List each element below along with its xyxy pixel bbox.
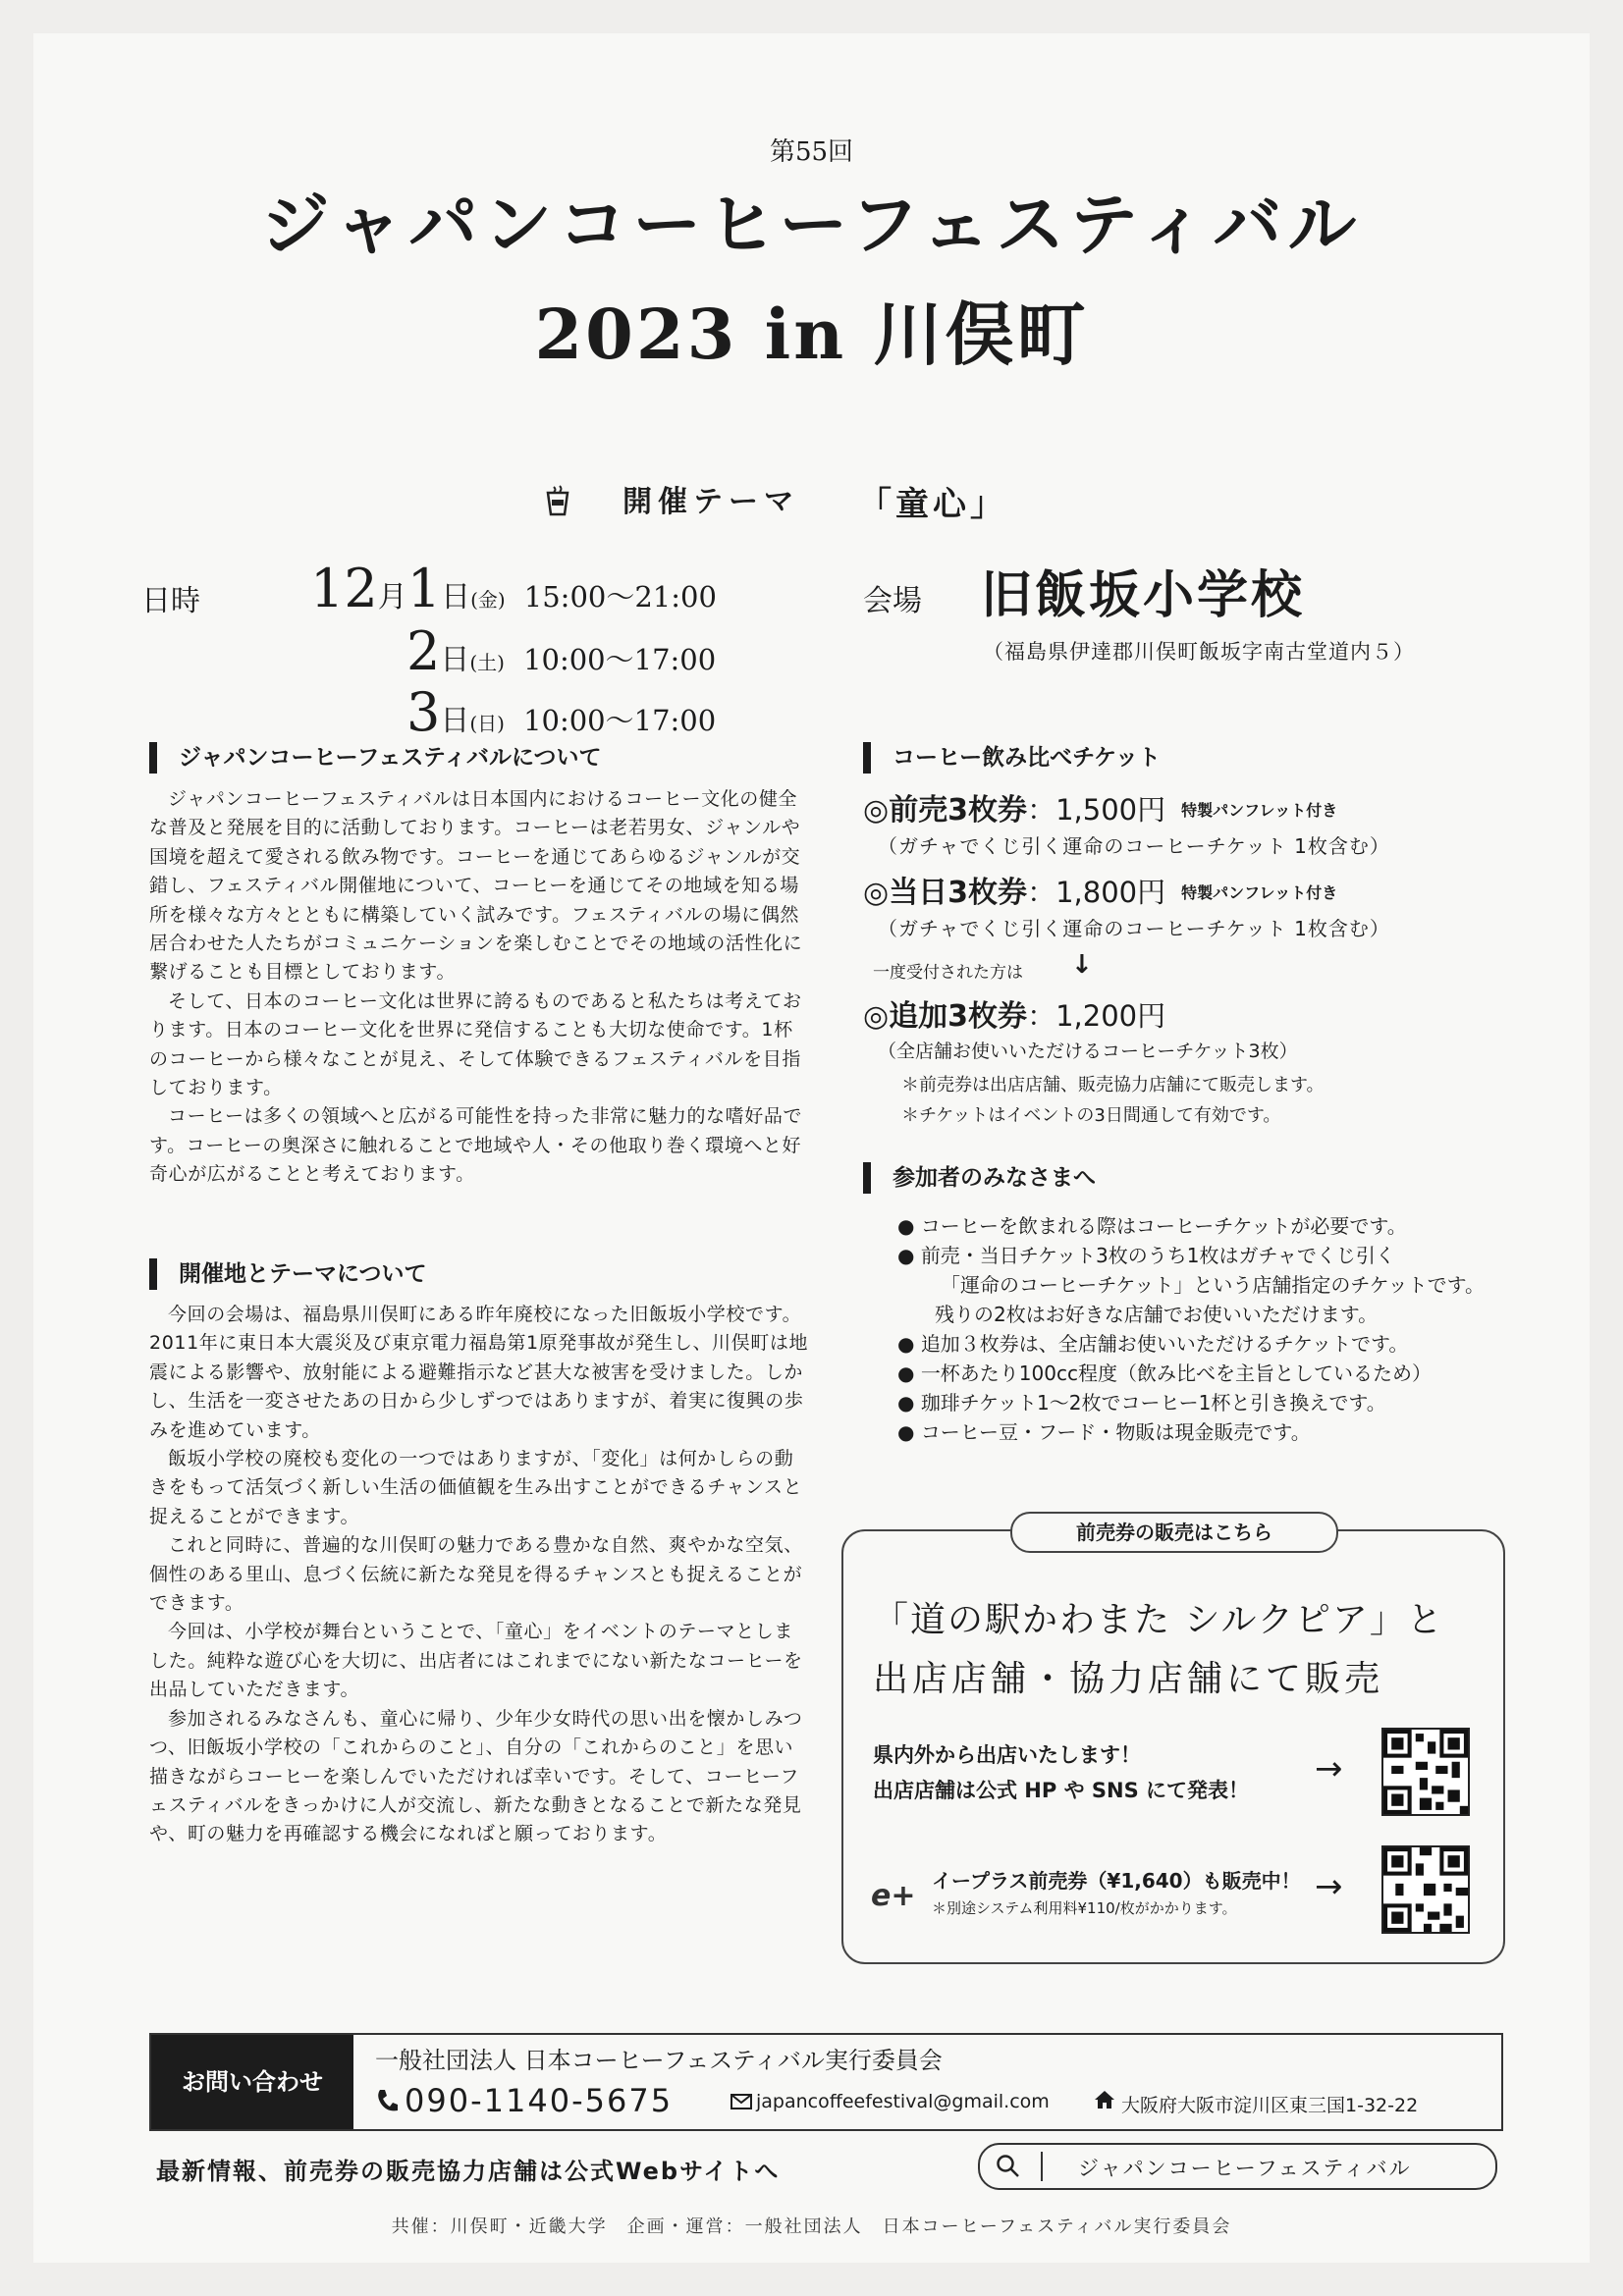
- ticket-name: 追加3枚券: [889, 999, 1028, 1034]
- schedule-row-1: [310, 558, 717, 619]
- ticket-note: 特製パンフレット付き: [1181, 883, 1338, 902]
- schedule-day: 3: [406, 681, 441, 743]
- coffee-cup-icon: [544, 483, 571, 522]
- schedule-weekday: (土): [469, 651, 505, 674]
- about-paragraph: コーヒーは多くの領域へと広がる可能性を持った非常に魅力的な嗜好品です。コーヒーの奥深さに触れることで地域や人・その他取り巻く環境へと好奇心が広がることと考えております。: [149, 1105, 803, 1186]
- right-arrow-icon: →: [1315, 1749, 1343, 1789]
- contact-box: [149, 2033, 1503, 2131]
- schedule-row-2: [406, 620, 717, 682]
- theme-label: 開催テーマ: [622, 485, 799, 519]
- once-received-text: 一度受付された方は: [873, 963, 1023, 983]
- search-icon: [996, 2154, 1021, 2183]
- search-divider: [1041, 2152, 1043, 2181]
- theme-value: 「童心」: [858, 485, 1007, 524]
- ticket-note-line: ＊チケットはイベントの3日間通して有効です。: [901, 1105, 1281, 1126]
- ticket-extra: [863, 991, 1165, 1035]
- tickets-heading: コーヒー飲み比べチケット: [863, 742, 1161, 774]
- ticket-name: 前売3枚券: [889, 793, 1028, 828]
- schedule-month: 12: [310, 558, 378, 619]
- contact-email[interactable]: japancoffeefestival@gmail.com: [756, 2091, 1050, 2112]
- venue-label: 会場: [863, 584, 922, 618]
- schedule-time: 10:00～17:00: [523, 704, 717, 737]
- ticket-sep: ：: [1027, 793, 1056, 827]
- envelope-icon: [730, 2094, 752, 2113]
- schedule-day-unit: 日: [440, 704, 470, 738]
- schedule-time: 10:00～17:00: [523, 643, 717, 676]
- ticket-price: 1,500円: [1055, 793, 1166, 827]
- participants-list: [897, 1211, 1485, 1447]
- schedule-row-3: [406, 681, 717, 743]
- list-item: 「運命のコーヒーチケット」という店舗指定のチケットです。: [941, 1273, 1485, 1297]
- down-arrow-icon: ↓: [1071, 950, 1093, 980]
- ticket-price: 1,800円: [1055, 876, 1166, 909]
- sales-box-line2: 出店店舗・協力店舗にて販売: [873, 1659, 1384, 1699]
- ticket-price: 1,200円: [1055, 999, 1166, 1033]
- ticket-presale: [863, 785, 1337, 828]
- ticket-presale-sub: （ガチャでくじ引く運命のコーヒーチケット 1枚含む）: [878, 834, 1390, 858]
- list-item: ● 珈琲チケット1～2枚でコーヒー1杯と引き換えです。: [897, 1391, 1386, 1415]
- eplus-note: ＊別途システム利用料¥110/枚がかかります。: [932, 1899, 1237, 1917]
- qr-code-icon[interactable]: [1381, 1728, 1470, 1816]
- participants-heading: 参加者のみなさまへ: [863, 1162, 1096, 1194]
- phone-icon: [375, 2088, 399, 2117]
- sales-box-tab: 前売券の販売はこちら: [1010, 1512, 1338, 1553]
- ticket-sameday: [863, 868, 1337, 911]
- schedule-day: 1: [406, 558, 442, 619]
- about-text: [149, 785, 809, 1190]
- schedule-weekday: (金): [470, 588, 506, 612]
- website-search-box[interactable]: [978, 2143, 1497, 2190]
- right-arrow-icon: →: [1315, 1867, 1343, 1906]
- ticket-sep: ：: [1027, 876, 1056, 909]
- list-item: ● 追加３枚券は、全店舗お使いいただけるチケットです。: [897, 1332, 1409, 1356]
- edition-label: 第55回: [769, 137, 854, 167]
- venue-theme-paragraph: これと同時に、普遍的な川俣町の魅力である豊かな自然、爽やかな空気、個性のある里山、息づく伝統に新たな発見を得るチャンスとも捉えることができます。: [149, 1534, 803, 1615]
- contact-org: 一般社団法人 日本コーヒーフェスティバル実行委員会: [375, 2047, 943, 2074]
- ticket-note-line: ＊前売券は出店店舗、販売協力店舗にて販売します。: [901, 1075, 1325, 1095]
- ticket-mark: ◎: [863, 876, 890, 910]
- house-icon: [1094, 2090, 1115, 2113]
- sales-box-line1: 「道の駅かわまた シルクピア」と: [873, 1600, 1444, 1640]
- sales-box-shops: [873, 1737, 1249, 1808]
- venue-theme-text: [149, 1301, 809, 1849]
- eplus-line: イープラス前売券（¥1,640）も販売中！: [932, 1869, 1301, 1893]
- ticket-notes: [901, 1070, 1325, 1131]
- list-item: ● 一杯あたり100cc程度（飲み比べを主旨としているため）: [897, 1362, 1432, 1385]
- ticket-extra-sub: （全店舗お使いいただけるコーヒーチケット3枚）: [878, 1041, 1298, 1062]
- sales-box: [841, 1521, 1505, 1964]
- main-title: ジャパンコーヒーフェスティバル: [260, 184, 1363, 265]
- eplus-logo: e+: [871, 1879, 916, 1913]
- list-item: ● コーヒーを飲まれる際はコーヒーチケットが必要です。: [897, 1214, 1407, 1238]
- ticket-sep: ：: [1027, 999, 1056, 1033]
- schedule-day: 2: [406, 620, 441, 682]
- ticket-note: 特製パンフレット付き: [1181, 801, 1338, 820]
- schedule-day-unit: 日: [440, 643, 470, 677]
- search-text: ジャパンコーヒーフェスティバル: [1078, 2157, 1412, 2180]
- schedule-label: 日時: [141, 584, 200, 618]
- venue-theme-paragraph: 参加されるみなさんも、童心に帰り、少年少女時代の思い出を懐かしみつつ、旧飯坂小学校の「これからのこと」、自分の「これからのこと」を思い描きながらコーヒーを楽しんでいただければ幸いです。そして、コーヒーフェスティバルをきっかけに人が交流し、新たな動きとなることで新たな発見や、町の魅力を再確認する機会になればと願っております。: [149, 1707, 803, 1845]
- venue-theme-paragraph: 今回の会場は、福島県川俣町にある昨年廃校になった旧飯坂小学校です。2011年に東日本大震災及び東京電力福島第1原発事故が発生し、川俣町は地震による影響や、放射能による避難指示など甚大な被害を受けました。しかし、生活を一変させたあの日から少しずつではありますが、着実に復興の歩みを進めています。: [149, 1304, 809, 1441]
- shops-line: 出店店舗は公式 HP や SNS にて発表！: [873, 1779, 1250, 1802]
- list-item: ● コーヒー豆・フード・物販は現金販売です。: [897, 1420, 1311, 1444]
- flyer-page: [33, 33, 1590, 2263]
- schedule-day-unit: 日: [441, 580, 471, 614]
- shops-line: 県内外から出店いたします！: [873, 1743, 1141, 1767]
- schedule-month-unit: 月: [377, 580, 407, 614]
- list-item: 残りの2枚はお好きな店舗でお使いいただけます。: [935, 1303, 1379, 1326]
- about-paragraph: ジャパンコーヒーフェスティバルは日本国内におけるコーヒー文化の健全な普及と発展を目的に活動しております。コーヒーは老若男女、ジャンルや国境を超えて愛される飲み物です。コーヒーを通じてあらゆるジャンルが交錯し、フェスティバル開催地について、コーヒーを通じてその地域を知る場所を様々な方々とともに構築していく試みです。フェスティバルの場に偶然居合わせた人たちがコミュニケーションを楽しむことでその地域の活性化に繋げることも目標としております。: [149, 788, 803, 984]
- footer-credits: 共催：川俣町・近畿大学 企画・運営：一般社団法人 日本コーヒーフェスティバル実行委員会: [391, 2216, 1232, 2237]
- venue-address: （福島県伊達郡川俣町飯坂字南古堂道内５）: [983, 640, 1415, 664]
- sales-box-eplus: [932, 1865, 1301, 1918]
- ticket-sameday-sub: （ガチャでくじ引く運命のコーヒーチケット 1枚含む）: [878, 917, 1390, 940]
- venue-theme-heading: 開催地とテーマについて: [149, 1258, 427, 1290]
- about-paragraph: そして、日本のコーヒー文化は世界に誇るものであると私たちは考えております。日本のコーヒー文化を世界に発信することも大切な使命です。1杯のコーヒーから様々なことが見え、そして体験できるフェスティバルを目指しております。: [149, 989, 802, 1099]
- schedule-weekday: (日): [469, 712, 505, 735]
- list-item: ● 前売・当日チケット3枚のうち1枚はガチャでくじ引く: [897, 1244, 1395, 1267]
- ticket-mark: ◎: [863, 999, 890, 1034]
- contact-phone[interactable]: 090-1140-5675: [405, 2082, 674, 2119]
- venue-name: 旧飯坂小学校: [981, 565, 1306, 625]
- about-heading: ジャパンコーヒーフェスティバルについて: [149, 742, 602, 774]
- venue-theme-paragraph: 飯坂小学校の廃校も変化の一つではありますが、「変化」は何かしらの動きをもって活気づく新しい生活の価値観を生み出すことができるチャンスと捉えることができます。: [149, 1448, 803, 1527]
- qr-code-icon[interactable]: [1381, 1845, 1470, 1934]
- venue-theme-paragraph: 今回は、小学校が舞台ということで、「童心」をイベントのテーマとしました。純粋な遊び心を大切に、出店者にはこれまでにない新たなコーヒーを出品していただきます。: [149, 1621, 803, 1701]
- ticket-mark: ◎: [863, 793, 890, 828]
- contact-address: 大阪府大阪市淀川区東三国1-32-22: [1121, 2095, 1419, 2116]
- ticket-name: 当日3枚券: [889, 876, 1028, 910]
- schedule-time: 15:00～21:00: [523, 580, 717, 614]
- contact-label: お問い合わせ: [151, 2035, 353, 2129]
- footer-website-text: 最新情報、前売券の販売協力店舗は公式Webサイトへ: [156, 2158, 781, 2185]
- main-subtitle: 2023 in 川俣町: [534, 294, 1089, 375]
